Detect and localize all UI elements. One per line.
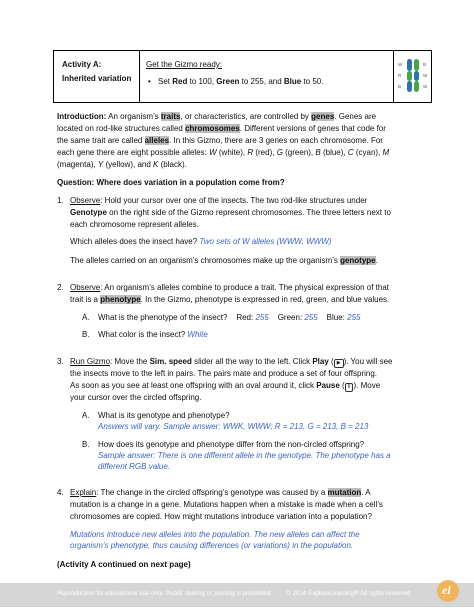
- q4-line: Explain: The change in the circled offspring’s genotype was caused by a mutation. A: [70, 488, 371, 497]
- q1-line: Observe: Hold your cursor over one of the insects. The two rod-like structures under: [70, 196, 368, 205]
- q2-line: trait is a phenotype. In the Gizmo, phenotype is expressed in red, green, and blue values.: [70, 295, 390, 304]
- chromosome-segment: [414, 81, 419, 92]
- q2b-letter: B.: [82, 330, 90, 339]
- q3-line: Run Gizmo: Move the Sim. speed slider all the way to the left. Click Play ( ▶ ). You will see: [70, 357, 393, 366]
- q3b-line: How does its genotype and phenotype differ from the non-circled offspring?: [98, 440, 365, 449]
- intro-line: located on rod-like structures called chromosomes. Different versions of genes that code for: [57, 124, 386, 133]
- q3b-answer: Sample answer: There is one different allele in the genotype. The phenotype has a: [98, 451, 391, 460]
- q3-line: the insects move to the left in pairs. The pairs mate and produce a set of four offspring.: [70, 369, 377, 378]
- allele-letter: B: [398, 84, 402, 89]
- q1-question: Which alleles does the insect have? Two sets of W alleles (WWW, WWW): [70, 237, 332, 246]
- q4-answer: organism’s phenotype, thus causing differences (or variations) in the population.: [70, 541, 354, 550]
- q3a-letter: A.: [82, 411, 90, 420]
- q4-line: mutation is a change in a gene. Mutations happen when a mistake is made when a cell’s: [70, 500, 383, 509]
- q4-answer: Mutations introduce new alleles into the population. The new alleles can affect the: [70, 530, 360, 539]
- intro-line: each gene there are eight possible alleles: W (white), R (red), G (green), B (blue), C (cyan), M: [57, 148, 390, 157]
- q1-line: Genotype on the right side of the Gizmo represent chromosomes. The three letters next to: [70, 208, 391, 217]
- setup-heading: Get the Gizmo ready:: [146, 60, 223, 69]
- q3b-letter: B.: [82, 440, 90, 449]
- pause-icon: II: [345, 383, 354, 392]
- keyword-traits: traits: [160, 112, 181, 121]
- intro-line: Introduction: An organism’s traits, or characteristics, are controlled by genes. Genes are: [57, 112, 377, 121]
- q2-line: Observe: An organism’s alleles combine to produce a trait. The physical expression of that: [70, 283, 389, 292]
- footer-bar: [0, 583, 474, 607]
- q2-number: 2.: [57, 283, 64, 292]
- footer-copyright: © 2014 ExploreLearning® All rights reserved: [286, 590, 411, 597]
- setup-cell: [140, 51, 393, 102]
- allele-letter: W: [398, 62, 403, 67]
- chromosome-segment: [414, 71, 419, 81]
- q2a-line: What is the phenotype of the insect? Red: 255 Green: 255 Blue: 255: [98, 313, 361, 322]
- chromosome-figure-cell: [393, 51, 432, 102]
- allele-letter: W: [423, 73, 428, 78]
- setup-instruction: Set Red to 100, Green to 255, and Blue to 50.: [158, 77, 324, 86]
- allele-letter: R: [398, 73, 402, 78]
- q1-line: each chromosome represent alleles.: [70, 220, 199, 229]
- q3-line: As soon as you see at least one offspring with an oval around it, click Pause ( II ). Move: [70, 381, 381, 390]
- q1-line: 1.: [57, 196, 64, 205]
- q3b-answer: different RGB value.: [98, 462, 171, 471]
- activity-header-box: [53, 50, 432, 103]
- allele-letter: W: [423, 84, 428, 89]
- q3a-answer: Answers will vary. Sample answer: WWK, WWW; R = 213, G = 213, B = 213: [98, 422, 369, 431]
- keyword-mutation: mutation: [327, 488, 362, 497]
- play-icon: ▶: [334, 359, 344, 368]
- intro-line: (magenta), Y (yellow), and K (black).: [57, 160, 187, 169]
- q1-statement: The alleles carried on an organism’s chromosomes make up the organism’s genotype.: [70, 256, 378, 265]
- q2b-line: What color is the insect? White: [98, 330, 208, 339]
- question-heading: Question: Where does variation in a population come from?: [57, 178, 285, 187]
- q3a-line: What is its genotype and phenotype?: [98, 411, 230, 420]
- activity-name: Inherited variation: [62, 74, 132, 83]
- bullet: •: [148, 77, 151, 86]
- q4-line: chromosomes are copied. How might mutations introduce variation into a population?: [70, 512, 372, 521]
- q3-line: your cursor over the circled offspring.: [70, 393, 202, 402]
- chromosome-segment: [407, 71, 412, 81]
- keyword-phenotype: phenotype: [100, 295, 141, 304]
- chromosome-icon: [394, 51, 432, 102]
- q3-number: 3.: [57, 357, 64, 366]
- explorelearning-logo: el: [437, 580, 459, 602]
- keyword-chromosomes: chromosomes: [185, 124, 240, 133]
- keyword-genotype: genotype: [340, 256, 376, 265]
- chromosome-segment: [407, 59, 412, 71]
- keyword-genes: genes: [311, 112, 335, 121]
- chromosome-segment: [407, 81, 412, 92]
- continued-note: (Activity A continued on next page): [57, 560, 191, 569]
- footer-disclaimer: Reproduction for educational use only. Public sharing or posting is prohibited.: [57, 590, 273, 597]
- allele-letter: B: [423, 62, 427, 67]
- q1-answer: Two sets of W alleles (WWW, WWW): [199, 237, 332, 246]
- intro-line: the same trait are called alleles. In this Gizmo, there are 3 genes on each chromosome. For: [57, 136, 383, 145]
- activity-title-cell: [54, 51, 140, 102]
- chromosome-segment: [414, 59, 419, 71]
- keyword-alleles: alleles: [144, 136, 170, 145]
- q2a-letter: A.: [82, 313, 90, 322]
- q4-number: 4.: [57, 488, 64, 497]
- activity-label: Activity A:: [62, 60, 102, 69]
